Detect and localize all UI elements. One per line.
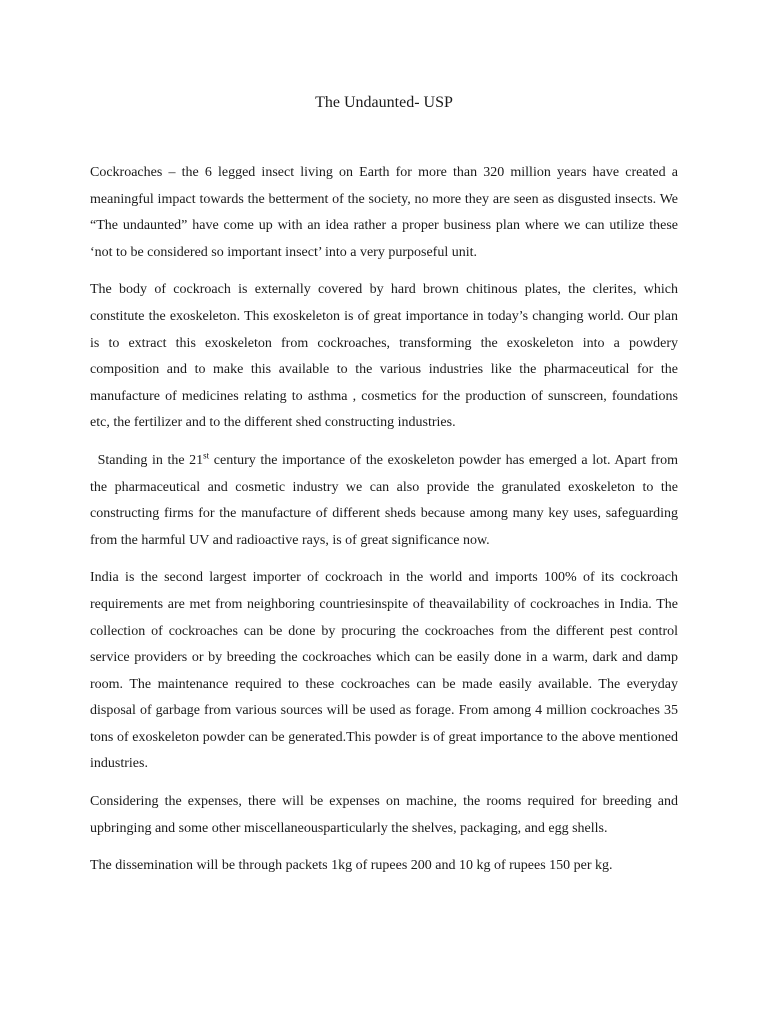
paragraph-21st-century-start: Standing in the 21 — [97, 452, 204, 468]
paragraph-expenses: Considering the expenses, there will be expenses on machine, the rooms required for breeding and upbringing and some other miscellaneousparticularly the shelves, packaging, and egg shells. — [90, 794, 678, 836]
paragraph-intro: Cockroaches – the 6 legged insect living on Earth for more than 320 million years have created a meaningful impact towards the betterment of the society, no more they are seen as disgusted insects. We “The undaunted” have come up with an idea rather a proper business plan where we can utilize these ‘not to be considered so important insect’ into a very purposeful unit. — [90, 165, 678, 260]
paragraph-india-import: India is the second largest importer of cockroach in the world and imports 100% of its cockroach requirements are met from neighboring countriesinspite of theavailability of cockroaches in India. The collection of cockroaches can be done by procuring the cockroaches from the different pest control service providers or by breeding the cockroaches which can be easily done in a warm, dark and damp room. The maintenance required to these cockroaches can be made easily available. The everyday disposal of garbage from various sources will be used as forage. From among 4 million cockroaches 35 tons of exoskeleton powder can be generated.This powder is of great importance to the above mentioned industries. — [90, 570, 678, 772]
ordinal-superscript: st — [203, 450, 210, 461]
paragraph-21st-century-rest: century the importance of the exoskeleton powder has emerged a lot. Apart from the pharmaceutical and cosmetic industry we can also provide the granulated exoskeleton to the constructing firms for the manufacture of different sheds because among many key uses, safeguarding from the harmful UV and radioactive rays, is of great significance now. — [90, 452, 679, 548]
paragraph-21st-century — [90, 448, 678, 554]
paragraph-exoskeleton: The body of cockroach is externally covered by hard brown chitinous plates, the clerites, which constitute the exoskeleton. This exoskeleton is of great importance in today’s changing world. Our plan is to extract this exoskeleton from cockroaches, transforming the exoskeleton into a powdery composition and to make this available to the various industries like the pharmaceutical for the manufacture of medicines relating to asthma , cosmetics for the production of sunscreen, foundations etc, the fertilizer and to the different shed constructing industries. — [90, 282, 678, 431]
paragraph-dissemination: The dissemination will be through packets 1kg of rupees 200 and 10 kg of rupees 150 per kg. — [90, 858, 613, 874]
document-body — [90, 160, 678, 891]
document-title: The Undaunted- USP — [315, 94, 453, 111]
